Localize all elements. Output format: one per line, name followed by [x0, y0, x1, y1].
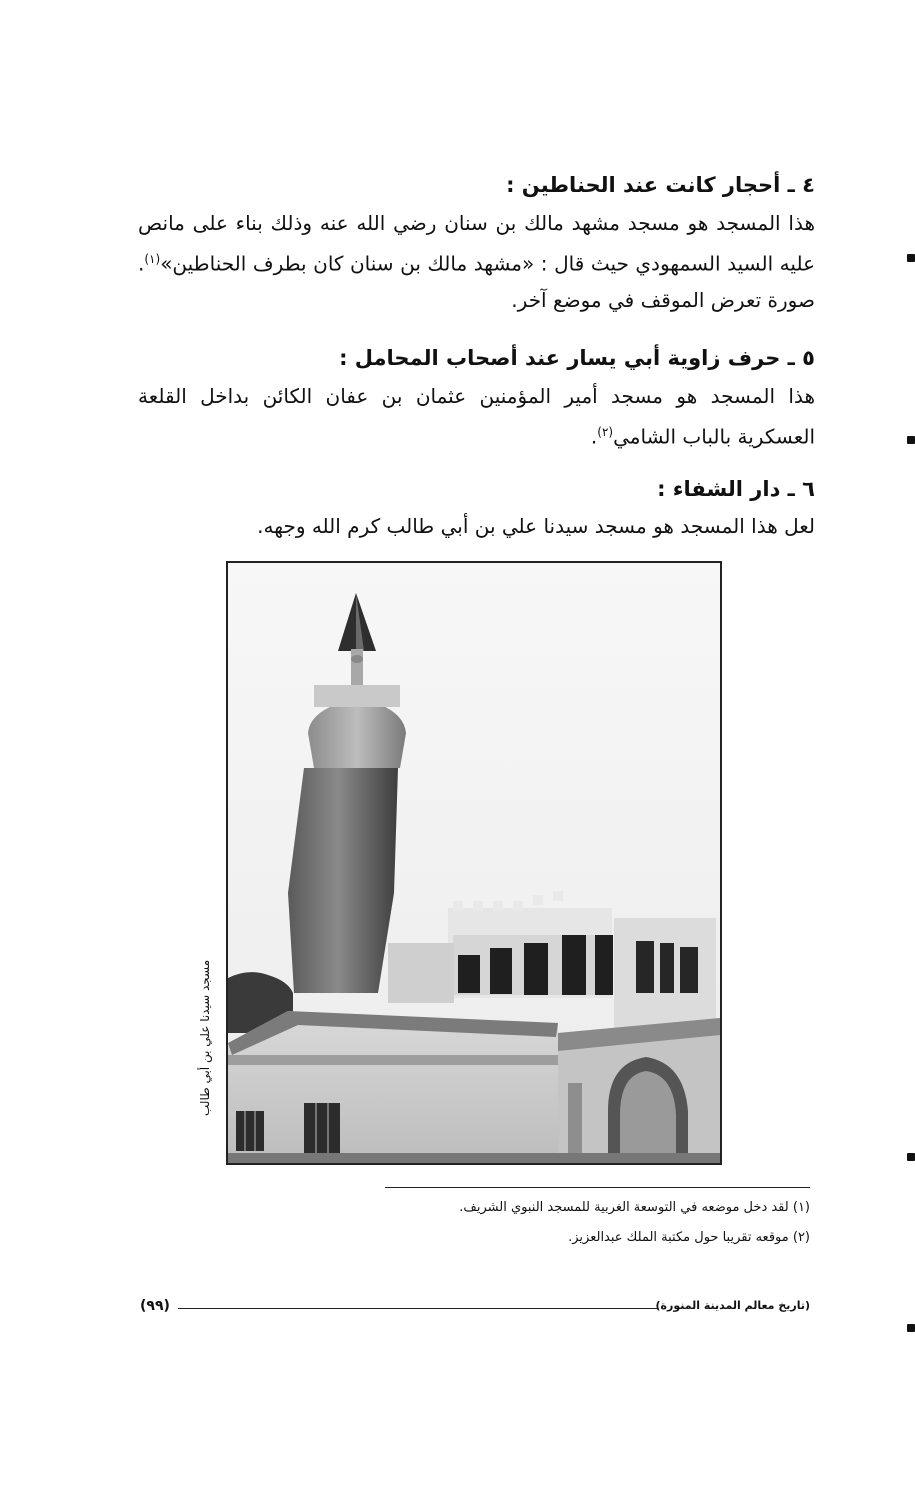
section-body-6-text: لعل هذا المسجد هو مسجد سيدنا علي بن أبي طالب كرم الله وجهه. — [257, 514, 815, 538]
footnote-divider — [385, 1187, 810, 1188]
page-footer — [140, 1298, 810, 1318]
scan-edge-mark — [907, 436, 915, 444]
section-body-4-tail: . صورة تعرض الموقف في موضع آخر. — [138, 251, 815, 312]
section-heading-4: ٤ ـ أحجار كانت عند الحناطين : — [506, 173, 815, 197]
scan-edge-mark — [907, 1324, 915, 1332]
photo-caption: مسجد سيدنا علي بن أبي طالب — [198, 960, 212, 1117]
section-heading-6: ٦ ـ دار الشفاء : — [657, 477, 815, 501]
scan-edge-mark — [907, 1153, 915, 1161]
section-body-4 — [138, 205, 815, 318]
footnote-2: (٢) موقعه تقريبا حول مكتبة الملك عبدالعزيز. — [568, 1230, 810, 1245]
footnote-ref-2[interactable]: (٢) — [597, 425, 614, 439]
section-body-5-text: هذا المسجد هو مسجد أمير المؤمنين عثمان بن عفان الكائن بداخل القلعة العسكرية بالباب الشامي — [138, 384, 815, 449]
footer-rule — [178, 1308, 658, 1309]
page-number: (٩٩) — [140, 1298, 170, 1314]
minaret-shaft-shape — [288, 768, 398, 993]
footnote-ref-1[interactable]: (١) — [144, 252, 161, 266]
section-body-6 — [138, 508, 815, 544]
book-title: (تاريخ معالم المدينة المنورة) — [655, 1299, 810, 1312]
section-heading-5: ٥ ـ حرف زاوية أبي يسار عند أصحاب المحامل : — [339, 346, 815, 370]
section-body-5 — [138, 378, 815, 455]
section-body-5-tail: . — [590, 424, 598, 449]
scan-edge-mark — [907, 254, 915, 262]
mosque-photo — [226, 561, 722, 1165]
mosque-illustration — [228, 563, 720, 1163]
footnote-1: (١) لقد دخل موضعه في التوسعة الغربية للمسجد النبوي الشريف. — [459, 1200, 810, 1215]
section-body-4-text: هذا المسجد هو مسجد مشهد مالك بن سنان رضي الله عنه وذلك بناء على مانص عليه السيد السمهودي حيث قال : «مشهد مالك بن سنان كان بطرف الحناطين» — [138, 211, 815, 276]
